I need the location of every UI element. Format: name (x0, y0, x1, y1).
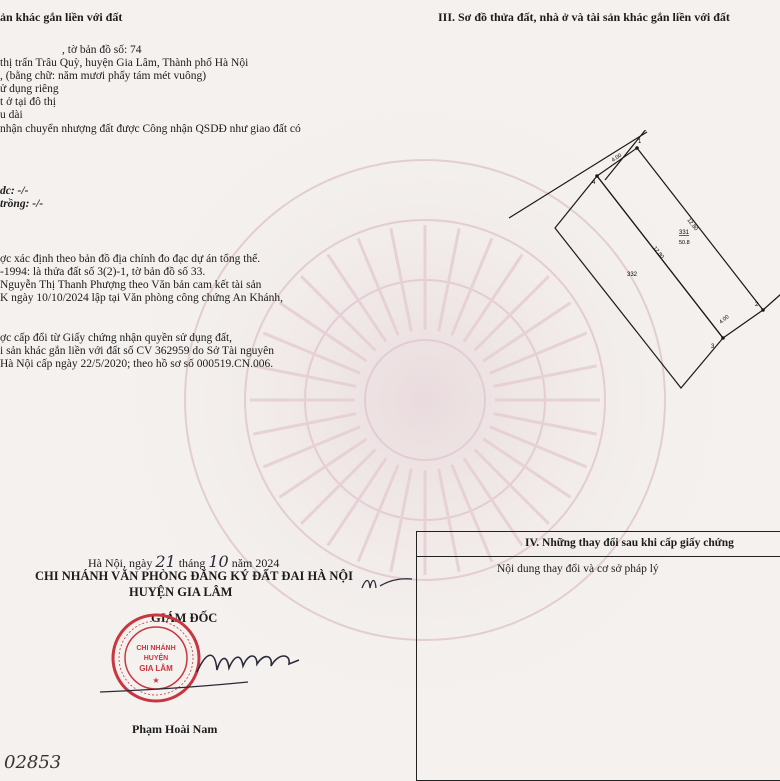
side-length-top-short: 4.00 (610, 152, 624, 164)
svg-text:★: ★ (152, 676, 160, 685)
land-purpose-line: t ở tại đô thị (0, 96, 56, 108)
note-line: i sản khác gắn liền với đất số CV 362959 do Sở Tài nguyên (0, 345, 274, 357)
section-title-land-info: ản khác gắn liền với đất (0, 10, 123, 24)
house-line: dc: -/- (0, 185, 29, 197)
handwritten-serial-number: 02853 (4, 752, 62, 773)
svg-text:HUYỆN: HUYỆN (143, 655, 169, 662)
svg-text:CHI NHÁNH: CHI NHÁNH (136, 645, 176, 652)
side-length-shared-long: 12.80 (651, 245, 665, 261)
parcel-area-label: 50.8 (679, 240, 690, 246)
svg-text:GIA LÂM: GIA LÂM (139, 664, 173, 673)
parcel-number-label: 331 (679, 230, 690, 236)
note-line: Nguyễn Thị Thanh Phượng theo Văn bản cam kết tài sản (0, 279, 262, 291)
signer-position: GIÁM ĐỐC (151, 611, 218, 625)
side-length-right-long: 12.80 (685, 217, 699, 233)
section-title-plot-diagram: III. Sơ đồ thửa đất, nhà ở và tài sản khác gắn liền với đất (438, 10, 730, 24)
use-form-line: ử dụng riêng (0, 83, 59, 95)
address-line: thị trấn Trâu Quỳ, huyện Gia Lâm, Thành phố Hà Nội (0, 57, 249, 69)
use-term-line: u dài (0, 109, 23, 121)
note-line: -1994: là thửa đất số 3(2)-1, tờ bản đồ số 33. (0, 266, 206, 278)
signer-name: Phạm Hoài Nam (132, 722, 218, 736)
corner-label-1: 1 (638, 139, 642, 145)
plantation-line: trồng: -/- (0, 198, 44, 210)
parcel-332-outline (555, 176, 723, 388)
note-line: ợc xác định theo bản đồ địa chính đo đạc dự án tổng thể. (0, 253, 261, 265)
area-in-words-line: , (bằng chữ: năm mươi phẩy tám mét vuông) (0, 70, 207, 82)
handwritten-month: 10 (208, 552, 229, 571)
corner-label-4: 4 (592, 180, 596, 186)
handwritten-day: 21 (155, 552, 176, 571)
corner-label-2: 2 (755, 302, 759, 308)
note-line: ợc cấp đổi từ Giấy chứng nhận quyền sử dụng đất, (0, 332, 233, 344)
side-length-bottom-short: 4.00 (718, 314, 731, 326)
map-sheet-line: , tờ bản đồ số: 74 (62, 44, 142, 56)
neighbor-parcel-label: 332 (627, 272, 638, 278)
changes-column-header: Nội dung thay đổi và cơ sở pháp lý (497, 563, 659, 575)
year-text: năm 2024 (231, 556, 280, 570)
changes-table-title: IV. Những thay đổi sau khi cấp giấy chứng (417, 532, 780, 557)
month-label: tháng (178, 556, 206, 570)
top-boundary-line (509, 132, 647, 218)
signature-underline-stroke (98, 680, 258, 700)
issuing-office-district: HUYỆN GIA LÂM (129, 585, 233, 599)
initials-mark (360, 570, 415, 595)
corner-label-3: 3 (711, 344, 715, 350)
parcel-plan-diagram (495, 130, 780, 410)
note-line: K ngày 10/10/2024 lập tại Văn phòng công chứng An Khánh, (0, 292, 283, 304)
issuing-office: CHI NHÁNH VĂN PHÒNG ĐĂNG KÝ ĐẤT ĐAI HÀ NỘI (35, 569, 353, 583)
land-origin-line: nhận chuyển nhượng đất được Công nhận QSDĐ như giao đất có (0, 123, 301, 135)
changes-table (416, 531, 780, 781)
place-prefix: Hà Nội, ngày (88, 556, 153, 570)
note-line: Hà Nội cấp ngày 22/5/2020; theo hồ sơ số 000519.CN.006. (0, 358, 274, 370)
